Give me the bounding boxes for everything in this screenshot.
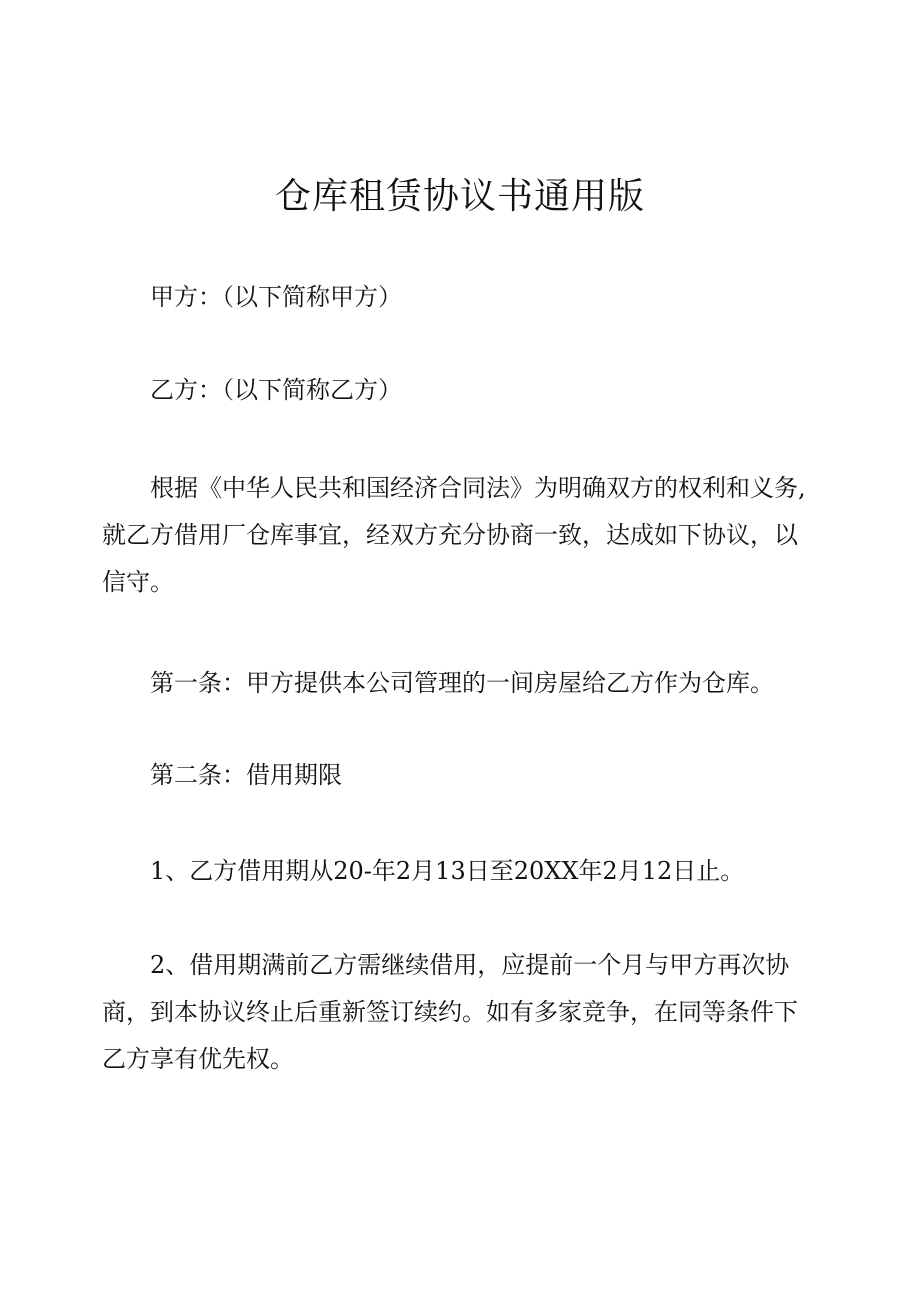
article-1-paragraph: 第一条：甲方提供本公司管理的一间房屋给乙方作为仓库。 bbox=[150, 669, 774, 697]
party-b-line: 乙方：（以下简称乙方） bbox=[150, 376, 402, 404]
article-2-heading: 第二条：借用期限 bbox=[150, 761, 342, 789]
document-title: 仓库租赁协议书通用版 bbox=[274, 176, 645, 217]
article-2-clause-2: 2、借用期满前乙方需继续借用，应提前一个月与甲方再次协商，到本协议终止后重新签订续约。如有多家竞争，在同等条件下乙方享有优先权。 bbox=[102, 951, 798, 1073]
party-a-line: 甲方：（以下简称甲方） bbox=[150, 283, 402, 311]
article-2-clause-1: 1、乙方借用期从20-年2月13日至20XX年2月12日止。 bbox=[150, 857, 745, 885]
preamble-paragraph: 根据《中华人民共和国经济合同法》为明确双方的权利和义务,就乙方借用厂仓库事宜，经双方充分协商一致，达成如下协议，以信守。 bbox=[102, 474, 806, 596]
